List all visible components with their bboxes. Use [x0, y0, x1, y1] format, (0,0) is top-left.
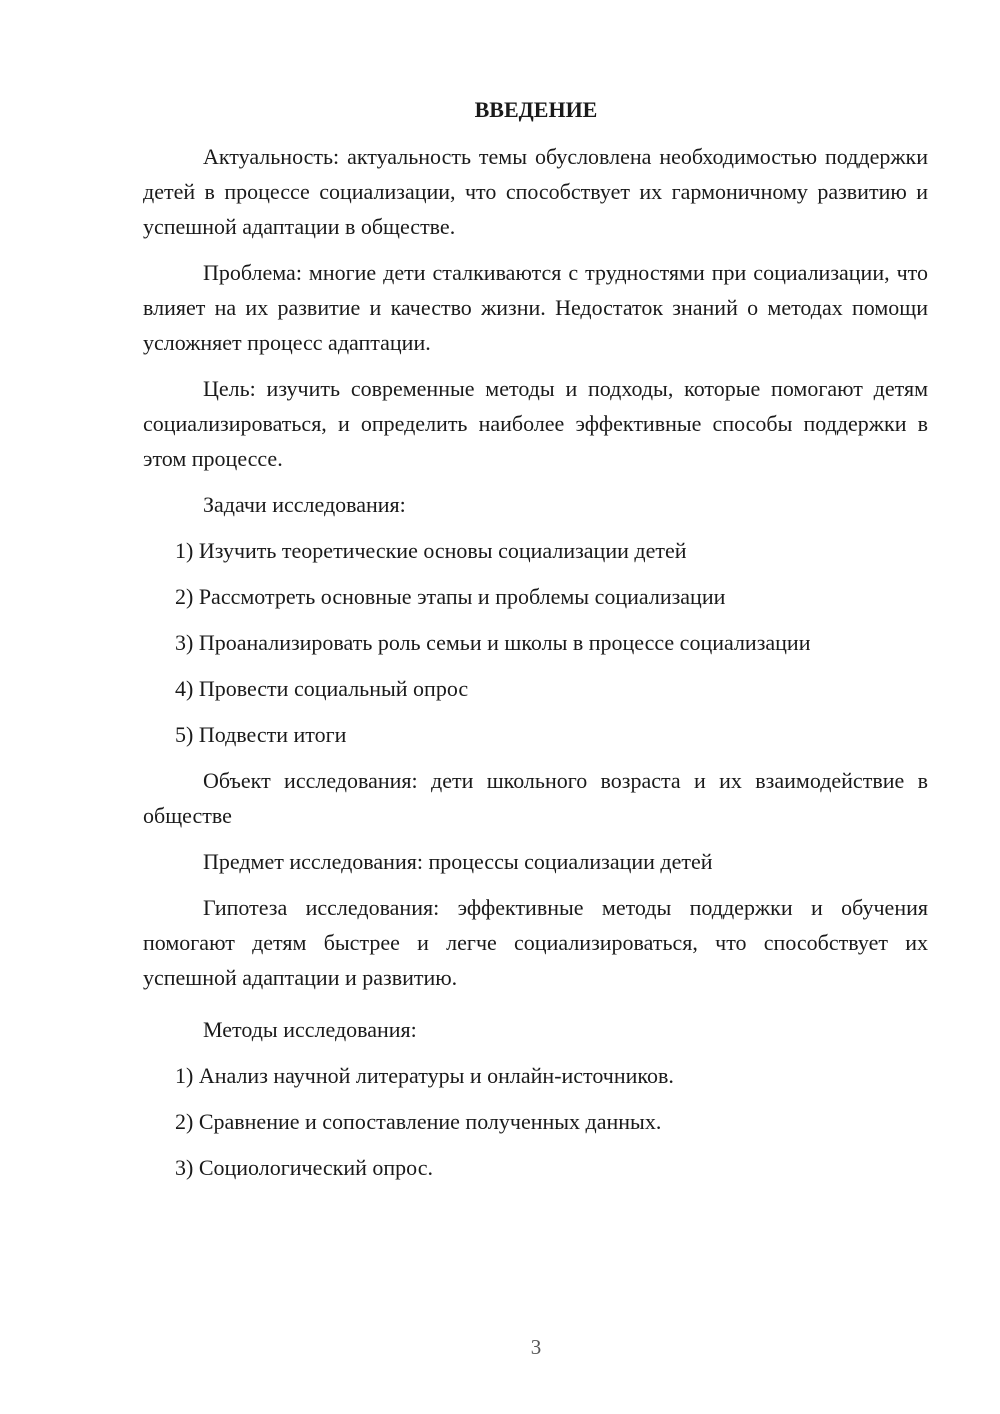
relevance-paragraph: Актуальность: актуальность темы обусловлена необходимостью поддержки детей в процессе социализации, что способствует их гармоничному развитию и успешной адаптации в обществе. — [143, 144, 928, 239]
task-item: 4) Провести социальный опрос — [175, 676, 469, 701]
goal-paragraph: Цель: изучить современные методы и подходы, которые помогают детям социализироваться, и определить наиболее эффективные способы поддержки в этом процессе. — [143, 376, 928, 471]
tasks-label: Задачи исследования: — [203, 492, 406, 517]
task-item: 3) Проанализировать роль семьи и школы в процессе социализации — [175, 630, 811, 655]
task-item: 1) Изучить теоретические основы социализации детей — [175, 538, 687, 563]
problem-paragraph: Проблема: многие дети сталкиваются с трудностями при социализации, что влияет на их развитие и качество жизни. Недостаток знаний о методах помощи усложняет процесс адаптации. — [143, 260, 928, 355]
hypothesis-paragraph: Гипотеза исследования: эффективные методы поддержки и обучения помогают детям быстрее и легче социализироваться, что способствует их успешной адаптации и развитию. — [143, 895, 928, 990]
methods-list — [143, 1058, 928, 1185]
task-item: 5) Подвести итоги — [175, 722, 347, 747]
method-item: 1) Анализ научной литературы и онлайн-источников. — [175, 1063, 674, 1088]
page-content — [143, 92, 928, 1196]
methods-label: Методы исследования: — [203, 1017, 417, 1042]
method-item: 3) Социологический опрос. — [175, 1155, 433, 1180]
section-title: ВВЕДЕНИЕ — [474, 97, 598, 122]
task-item: 2) Рассмотреть основные этапы и проблемы социализации — [175, 584, 726, 609]
tasks-list — [143, 533, 928, 752]
page-number: 3 — [530, 1335, 542, 1359]
object-paragraph: Объект исследования: дети школьного возраста и их взаимодействие в обществе — [143, 768, 928, 828]
subject-paragraph: Предмет исследования: процессы социализации детей — [203, 849, 713, 874]
method-item: 2) Сравнение и сопоставление полученных данных. — [175, 1109, 662, 1134]
